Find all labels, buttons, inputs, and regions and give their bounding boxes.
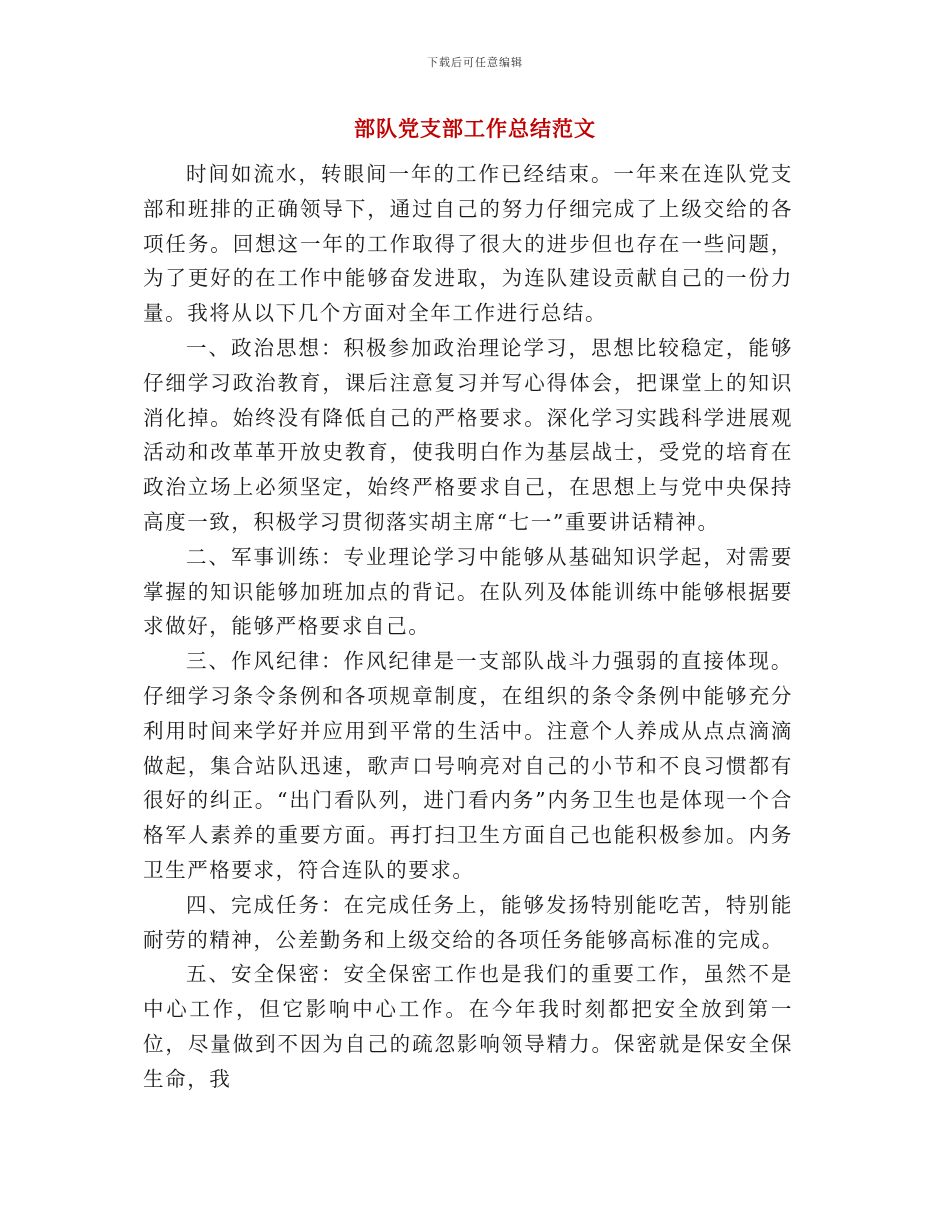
paragraph-military-training: 二、军事训练：专业理论学习中能够从基础知识学起，对需要掌握的知识能够加班加点的背记。在队列及体能训练中能够根据要求做好，能够严格要求自己。 [143, 544, 793, 639]
paragraph-security: 五、安全保密：安全保密工作也是我们的重要工作，虽然不是中心工作，但它影响中心工作。在今年我时刻都把安全放到第一位，尽量做到不因为自己的疏忽影响领导精力。保密就是保安全保生命，我 [143, 962, 793, 1091]
paragraph-task-completion: 四、完成任务：在完成任务上，能够发扬特别能吃苦，特别能耐劳的精神，公差勤务和上级交给的各项任务能够高标准的完成。 [143, 892, 793, 952]
header-note: 下载后可任意编辑 [427, 56, 523, 69]
paragraph-intro: 时间如流水，转眼间一年的工作已经结束。一年来在连队党支部和班排的正确领导下，通过自己的努力仔细完成了上级交给的各项任务。回想这一年的工作取得了很大的进步但也存在一些问题，为了更好的在工作中能够奋发进取，为连队建设贡献自己的一份力量。我将从以下几个方面对全年工作进行总结。 [143, 162, 793, 326]
paragraph-political-thought: 一、政治思想：积极参加政治理论学习，思想比较稳定，能够仔细学习政治教育，课后注意复习并写心得体会，把课堂上的知识消化掉。始终没有降低自己的严格要求。深化学习实践科学进展观活动和改革革开放史教育，使我明白作为基层战士，受党的培育在政治立场上必须坚定，始终严格要求自己，在思想上与党中央保持高度一致，积极学习贯彻落实胡主席“七一”重要讲话精神。 [143, 335, 793, 534]
document-title: 部队党支部工作总结范文 [354, 116, 596, 141]
paragraph-discipline: 三、作风纪律：作风纪律是一支部队战斗力强弱的直接体现。仔细学习条令条例和各项规章制度，在组织的条令条例中能够充分利用时间来学好并应用到平常的生活中。注意个人养成从点点滴滴做起，集合站队迅速，歌声口号响亮对自己的小节和不良习惯都有很好的纠正。“出门看队列，进门看内务”内务卫生也是体现一个合格军人素养的重要方面。再打扫卫生方面自己也能积极参加。内务卫生严格要求，符合连队的要求。 [143, 649, 793, 882]
document-body [143, 157, 793, 1097]
